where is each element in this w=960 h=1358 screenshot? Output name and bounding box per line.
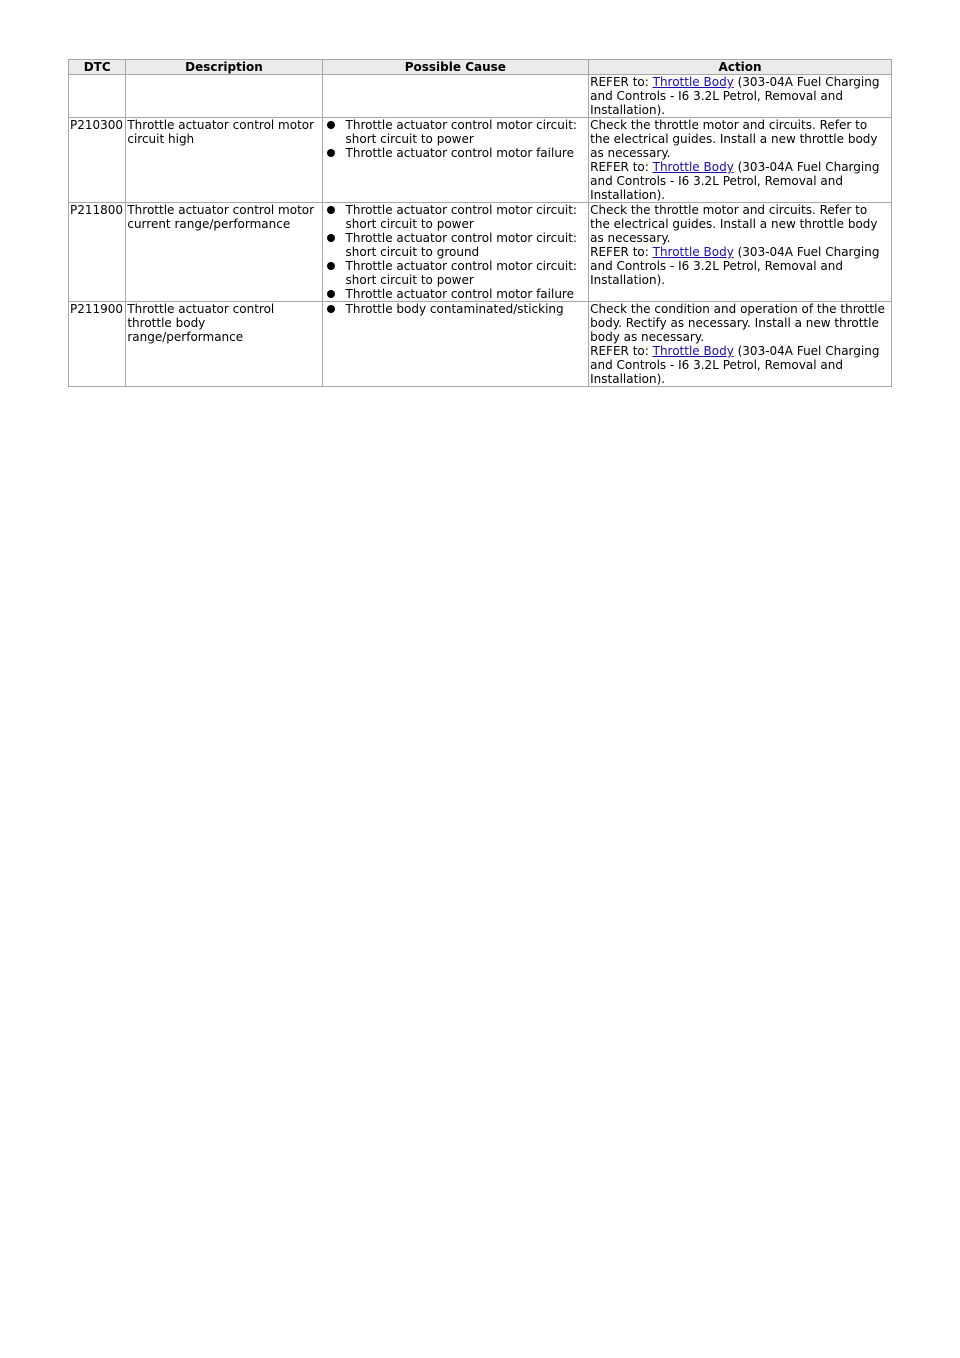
cause-list — [324, 203, 588, 301]
ref-suffix: (303-04A Fuel Charging and Controls - I6 3.2L Petrol, Removal and Installation). — [590, 160, 880, 202]
possible-cause — [322, 302, 589, 387]
ref-suffix: (303-04A Fuel Charging and Controls - I6 3.2L Petrol, Removal and Installation). — [590, 344, 880, 386]
action — [589, 302, 892, 387]
ref-prefix: REFER to: — [590, 245, 653, 259]
possible-cause — [322, 75, 589, 118]
ref-prefix: REFER to: — [590, 75, 653, 89]
ref-suffix: (303-04A Fuel Charging and Controls - I6 3.2L Petrol, Removal and Installation). — [590, 75, 880, 117]
description: Throttle actuator control motor current range/performance — [126, 203, 322, 302]
cause-item: Throttle actuator control motor failure — [346, 287, 588, 301]
dtc-table — [68, 59, 892, 387]
header-possible-cause: Possible Cause — [322, 60, 589, 75]
header-dtc: DTC — [69, 60, 126, 75]
cause-item: Throttle body contaminated/sticking — [346, 302, 588, 316]
cause-item: Throttle actuator control motor circuit: short circuit to power — [346, 259, 588, 287]
dtc-code — [69, 75, 126, 118]
cause-list — [324, 302, 588, 316]
action — [589, 75, 892, 118]
ref-suffix: (303-04A Fuel Charging and Controls - I6 3.2L Petrol, Removal and Installation). — [590, 245, 880, 287]
table-row-continuation — [69, 75, 892, 118]
throttle-body-link[interactable]: Throttle Body — [652, 344, 734, 358]
table-row — [69, 118, 892, 203]
ref-prefix: REFER to: — [590, 344, 653, 358]
dtc-code: P211900 — [69, 302, 126, 387]
action — [589, 118, 892, 203]
description — [126, 75, 322, 118]
description: Throttle actuator control motor circuit high — [126, 118, 322, 203]
cause-item: Throttle actuator control motor circuit: short circuit to ground — [346, 231, 588, 259]
table-row — [69, 302, 892, 387]
header-description: Description — [126, 60, 322, 75]
action-text: Check the throttle motor and circuits. Refer to the electrical guides. Install a new throttle body as necessary. — [590, 118, 878, 160]
cause-item: Throttle actuator control motor circuit: short circuit to power — [346, 118, 588, 146]
description: Throttle actuator control throttle body range/performance — [126, 302, 322, 387]
cause-item: Throttle actuator control motor circuit: short circuit to power — [346, 203, 588, 231]
throttle-body-link[interactable]: Throttle Body — [652, 75, 734, 89]
dtc-code: P211800 — [69, 203, 126, 302]
possible-cause — [322, 118, 589, 203]
possible-cause — [322, 203, 589, 302]
cause-list — [324, 118, 588, 160]
action-text: Check the throttle motor and circuits. Refer to the electrical guides. Install a new throttle body as necessary. — [590, 203, 878, 245]
table-row — [69, 203, 892, 302]
dtc-code: P210300 — [69, 118, 126, 203]
action — [589, 203, 892, 302]
throttle-body-link[interactable]: Throttle Body — [652, 245, 734, 259]
action-text: Check the condition and operation of the throttle body. Rectify as necessary. Install a new throttle body as necessary. — [590, 302, 885, 344]
header-action: Action — [589, 60, 892, 75]
table-header-row — [69, 60, 892, 75]
throttle-body-link[interactable]: Throttle Body — [652, 160, 734, 174]
cause-item: Throttle actuator control motor failure — [346, 146, 588, 160]
ref-prefix: REFER to: — [590, 160, 653, 174]
